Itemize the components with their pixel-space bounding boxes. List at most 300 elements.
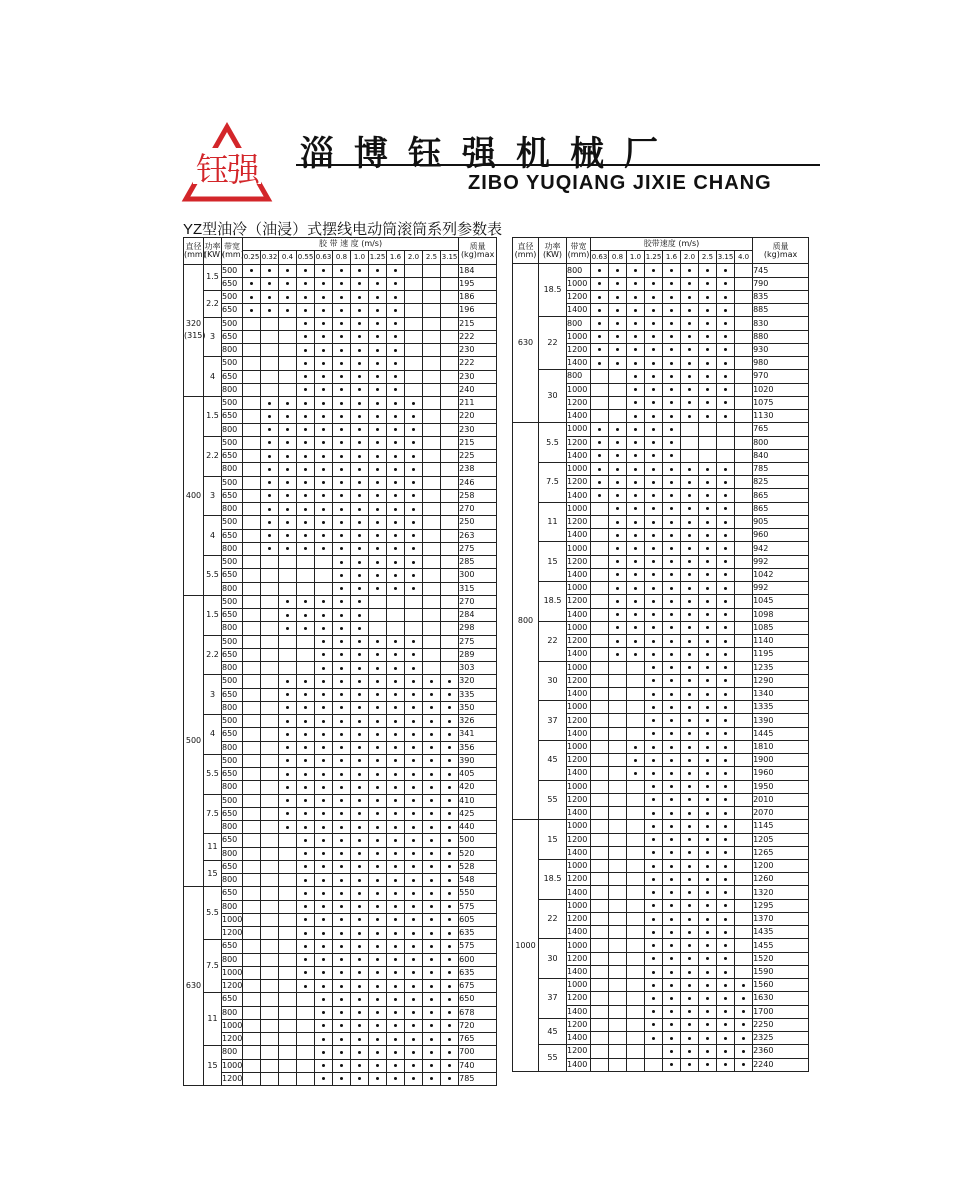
mass-cell: 410 bbox=[459, 794, 497, 807]
speed-cell bbox=[297, 569, 315, 582]
available-speed-mark bbox=[333, 1072, 351, 1085]
speed-cell bbox=[243, 754, 261, 767]
available-speed-mark bbox=[663, 939, 681, 952]
speed-cell bbox=[609, 833, 627, 846]
belt-width-cell: 500 bbox=[222, 291, 243, 304]
table-row bbox=[184, 728, 497, 741]
mass-cell: 275 bbox=[459, 635, 497, 648]
belt-width-cell: 500 bbox=[222, 516, 243, 529]
belt-width-cell: 650 bbox=[222, 993, 243, 1006]
speed-cell bbox=[279, 330, 297, 343]
mass-cell: 270 bbox=[459, 503, 497, 516]
speed-cell bbox=[609, 687, 627, 700]
available-speed-mark bbox=[663, 952, 681, 965]
available-speed-mark bbox=[681, 807, 699, 820]
available-speed-mark bbox=[297, 503, 315, 516]
speed-cell bbox=[243, 436, 261, 449]
speed-cell bbox=[609, 979, 627, 992]
mass-header: 质量 (kg)max bbox=[459, 238, 497, 265]
speed-cell bbox=[441, 569, 459, 582]
available-speed-mark bbox=[333, 900, 351, 913]
belt-width-cell: 800 bbox=[222, 900, 243, 913]
available-speed-mark bbox=[261, 304, 279, 317]
available-speed-mark bbox=[645, 357, 663, 370]
company-logo bbox=[183, 124, 271, 202]
available-speed-mark bbox=[663, 1032, 681, 1045]
available-speed-mark bbox=[423, 1033, 441, 1046]
available-speed-mark bbox=[663, 926, 681, 939]
mass-cell: 1042 bbox=[753, 568, 809, 581]
belt-width-cell: 500 bbox=[222, 397, 243, 410]
available-speed-mark bbox=[351, 754, 369, 767]
diameter-cell: 800 bbox=[513, 423, 539, 820]
available-speed-mark bbox=[315, 807, 333, 820]
available-speed-mark bbox=[387, 874, 405, 887]
available-speed-mark bbox=[717, 1032, 735, 1045]
belt-width-cell: 1400 bbox=[567, 807, 591, 820]
speed-cell bbox=[297, 662, 315, 675]
available-speed-mark bbox=[297, 675, 315, 688]
mass-cell: 970 bbox=[753, 370, 809, 383]
available-speed-mark bbox=[405, 397, 423, 410]
speed-cell bbox=[699, 449, 717, 462]
available-speed-mark bbox=[699, 939, 717, 952]
mass-cell: 1960 bbox=[753, 767, 809, 780]
available-speed-mark bbox=[405, 860, 423, 873]
available-speed-mark bbox=[699, 846, 717, 859]
available-speed-mark bbox=[315, 940, 333, 953]
speed-cell bbox=[591, 965, 609, 978]
available-speed-mark bbox=[351, 940, 369, 953]
speed-cell bbox=[279, 317, 297, 330]
table-row bbox=[513, 370, 809, 383]
speed-cell bbox=[279, 940, 297, 953]
available-speed-mark bbox=[297, 728, 315, 741]
diameter-cell: 630 bbox=[513, 264, 539, 423]
speed-cell bbox=[243, 980, 261, 993]
available-speed-mark bbox=[405, 953, 423, 966]
available-speed-mark bbox=[699, 357, 717, 370]
speed-cell bbox=[591, 912, 609, 925]
mass-cell: 1630 bbox=[753, 992, 809, 1005]
available-speed-mark bbox=[627, 317, 645, 330]
power-cell: 22 bbox=[539, 899, 567, 939]
available-speed-mark bbox=[297, 595, 315, 608]
available-speed-mark bbox=[369, 397, 387, 410]
available-speed-mark bbox=[663, 529, 681, 542]
available-speed-mark bbox=[681, 965, 699, 978]
available-speed-mark bbox=[333, 516, 351, 529]
available-speed-mark bbox=[405, 569, 423, 582]
available-speed-mark bbox=[405, 582, 423, 595]
available-speed-mark bbox=[609, 436, 627, 449]
available-speed-mark bbox=[423, 807, 441, 820]
available-speed-mark bbox=[369, 476, 387, 489]
available-speed-mark bbox=[681, 648, 699, 661]
speed-cell bbox=[591, 860, 609, 873]
available-speed-mark bbox=[441, 860, 459, 873]
available-speed-mark bbox=[351, 1033, 369, 1046]
available-speed-mark bbox=[279, 754, 297, 767]
available-speed-mark bbox=[405, 754, 423, 767]
available-speed-mark bbox=[699, 621, 717, 634]
speed-cell bbox=[423, 556, 441, 569]
table-row bbox=[513, 582, 809, 595]
available-speed-mark bbox=[315, 927, 333, 940]
speed-cell bbox=[243, 370, 261, 383]
available-speed-mark bbox=[387, 476, 405, 489]
speed-cell bbox=[441, 609, 459, 622]
mass-cell: 2250 bbox=[753, 1018, 809, 1031]
available-speed-mark bbox=[663, 436, 681, 449]
speed-cell bbox=[405, 277, 423, 290]
available-speed-mark bbox=[351, 741, 369, 754]
speed-cell bbox=[243, 1072, 261, 1085]
mass-cell: 1455 bbox=[753, 939, 809, 952]
speed-cell bbox=[591, 396, 609, 409]
mass-cell: 992 bbox=[753, 555, 809, 568]
available-speed-mark bbox=[369, 450, 387, 463]
available-speed-mark bbox=[645, 661, 663, 674]
speed-cell bbox=[591, 1032, 609, 1045]
available-speed-mark bbox=[699, 661, 717, 674]
available-speed-mark bbox=[423, 715, 441, 728]
belt-width-cell: 1400 bbox=[567, 568, 591, 581]
available-speed-mark bbox=[645, 979, 663, 992]
belt-width-cell: 650 bbox=[222, 410, 243, 423]
available-speed-mark bbox=[681, 304, 699, 317]
available-speed-mark bbox=[297, 423, 315, 436]
available-speed-mark bbox=[297, 436, 315, 449]
speed-cell bbox=[735, 410, 753, 423]
speed-cell bbox=[735, 807, 753, 820]
available-speed-mark bbox=[405, 847, 423, 860]
speed-cell bbox=[609, 370, 627, 383]
speed-cell bbox=[441, 582, 459, 595]
available-speed-mark bbox=[645, 502, 663, 515]
speed-cell bbox=[243, 582, 261, 595]
available-speed-mark bbox=[279, 595, 297, 608]
available-speed-mark bbox=[369, 847, 387, 860]
speed-cell bbox=[627, 674, 645, 687]
speed-cell bbox=[261, 966, 279, 979]
available-speed-mark bbox=[387, 542, 405, 555]
belt-width-cell: 800 bbox=[567, 264, 591, 277]
speed-column-header: 2.5 bbox=[699, 251, 717, 264]
speed-cell bbox=[261, 715, 279, 728]
speed-cell bbox=[261, 794, 279, 807]
table-row bbox=[184, 317, 497, 330]
speed-cell bbox=[441, 635, 459, 648]
available-speed-mark bbox=[387, 741, 405, 754]
available-speed-mark bbox=[351, 489, 369, 502]
speed-cell bbox=[609, 383, 627, 396]
power-cell: 18.5 bbox=[539, 860, 567, 900]
speed-cell bbox=[243, 993, 261, 1006]
diameter-header: 直径 (mm) bbox=[184, 238, 204, 265]
available-speed-mark bbox=[591, 476, 609, 489]
speed-cell bbox=[423, 344, 441, 357]
mass-cell: 1085 bbox=[753, 621, 809, 634]
speed-cell bbox=[735, 264, 753, 277]
speed-cell bbox=[735, 926, 753, 939]
speed-cell bbox=[243, 940, 261, 953]
available-speed-mark bbox=[387, 397, 405, 410]
available-speed-mark bbox=[333, 370, 351, 383]
speed-cell bbox=[261, 834, 279, 847]
available-speed-mark bbox=[333, 569, 351, 582]
available-speed-mark bbox=[387, 728, 405, 741]
speed-cell bbox=[441, 529, 459, 542]
table-row bbox=[184, 980, 497, 993]
speed-cell bbox=[261, 993, 279, 1006]
speed-cell bbox=[261, 688, 279, 701]
available-speed-mark bbox=[423, 980, 441, 993]
table-row bbox=[184, 635, 497, 648]
speed-cell bbox=[609, 939, 627, 952]
available-speed-mark bbox=[297, 291, 315, 304]
available-speed-mark bbox=[441, 794, 459, 807]
available-speed-mark bbox=[645, 621, 663, 634]
table-row bbox=[184, 450, 497, 463]
speed-cell bbox=[261, 847, 279, 860]
belt-width-cell: 1200 bbox=[567, 992, 591, 1005]
speed-cell bbox=[735, 396, 753, 409]
available-speed-mark bbox=[369, 317, 387, 330]
speed-cell bbox=[735, 635, 753, 648]
table-row bbox=[184, 953, 497, 966]
available-speed-mark bbox=[663, 502, 681, 515]
available-speed-mark bbox=[315, 913, 333, 926]
speed-cell bbox=[243, 847, 261, 860]
available-speed-mark bbox=[609, 635, 627, 648]
belt-width-cell: 800 bbox=[222, 874, 243, 887]
available-speed-mark bbox=[387, 1033, 405, 1046]
power-cell: 55 bbox=[539, 1045, 567, 1072]
speed-cell bbox=[243, 1019, 261, 1032]
available-speed-mark bbox=[423, 900, 441, 913]
available-speed-mark bbox=[663, 979, 681, 992]
speed-cell bbox=[627, 661, 645, 674]
belt-width-cell: 1000 bbox=[567, 979, 591, 992]
available-speed-mark bbox=[405, 807, 423, 820]
available-speed-mark bbox=[717, 767, 735, 780]
available-speed-mark bbox=[315, 277, 333, 290]
speed-cell bbox=[297, 993, 315, 1006]
belt-width-cell: 1000 bbox=[567, 542, 591, 555]
speed-cell bbox=[423, 582, 441, 595]
speed-cell bbox=[243, 1046, 261, 1059]
available-speed-mark bbox=[645, 1005, 663, 1018]
available-speed-mark bbox=[297, 370, 315, 383]
available-speed-mark bbox=[387, 940, 405, 953]
speed-cell bbox=[609, 899, 627, 912]
available-speed-mark bbox=[717, 899, 735, 912]
table-row bbox=[184, 887, 497, 900]
available-speed-mark bbox=[717, 701, 735, 714]
available-speed-mark bbox=[627, 290, 645, 303]
mass-cell: 270 bbox=[459, 595, 497, 608]
available-speed-mark bbox=[627, 330, 645, 343]
available-speed-mark bbox=[681, 833, 699, 846]
available-speed-mark bbox=[441, 913, 459, 926]
available-speed-mark bbox=[699, 648, 717, 661]
table-row bbox=[513, 661, 809, 674]
available-speed-mark bbox=[423, 913, 441, 926]
available-speed-mark bbox=[645, 449, 663, 462]
available-speed-mark bbox=[663, 542, 681, 555]
speed-cell bbox=[591, 873, 609, 886]
available-speed-mark bbox=[681, 873, 699, 886]
available-speed-mark bbox=[351, 344, 369, 357]
available-speed-mark bbox=[351, 728, 369, 741]
available-speed-mark bbox=[315, 781, 333, 794]
mass-cell: 1205 bbox=[753, 833, 809, 846]
available-speed-mark bbox=[681, 462, 699, 475]
speed-cell bbox=[261, 887, 279, 900]
available-speed-mark bbox=[441, 874, 459, 887]
available-speed-mark bbox=[315, 900, 333, 913]
speed-cell bbox=[441, 542, 459, 555]
available-speed-mark bbox=[681, 926, 699, 939]
speed-cell bbox=[735, 952, 753, 965]
speed-cell bbox=[441, 397, 459, 410]
mass-cell: 220 bbox=[459, 410, 497, 423]
available-speed-mark bbox=[591, 449, 609, 462]
available-speed-mark bbox=[297, 715, 315, 728]
table-row bbox=[184, 436, 497, 449]
available-speed-mark bbox=[591, 436, 609, 449]
available-speed-mark bbox=[279, 410, 297, 423]
available-speed-mark bbox=[663, 965, 681, 978]
available-speed-mark bbox=[369, 1006, 387, 1019]
speed-cell bbox=[279, 847, 297, 860]
belt-width-cell: 1400 bbox=[567, 304, 591, 317]
available-speed-mark bbox=[663, 767, 681, 780]
available-speed-mark bbox=[279, 277, 297, 290]
available-speed-mark bbox=[387, 529, 405, 542]
mass-cell: 425 bbox=[459, 807, 497, 820]
belt-width-cell: 800 bbox=[222, 953, 243, 966]
belt-width-cell: 500 bbox=[222, 754, 243, 767]
speed-cell bbox=[627, 807, 645, 820]
available-speed-mark bbox=[627, 515, 645, 528]
mass-cell: 930 bbox=[753, 343, 809, 356]
available-speed-mark bbox=[387, 410, 405, 423]
table-row bbox=[184, 715, 497, 728]
available-speed-mark bbox=[279, 503, 297, 516]
speed-cell bbox=[681, 436, 699, 449]
speed-cell bbox=[243, 728, 261, 741]
available-speed-mark bbox=[609, 317, 627, 330]
speed-cell bbox=[261, 701, 279, 714]
speed-cell bbox=[735, 529, 753, 542]
power-cell: 3 bbox=[204, 476, 222, 516]
speed-cell bbox=[315, 569, 333, 582]
available-speed-mark bbox=[405, 913, 423, 926]
mass-cell: 390 bbox=[459, 754, 497, 767]
available-speed-mark bbox=[297, 940, 315, 953]
available-speed-mark bbox=[369, 741, 387, 754]
available-speed-mark bbox=[645, 476, 663, 489]
available-speed-mark bbox=[405, 900, 423, 913]
power-cell: 11 bbox=[539, 502, 567, 542]
available-speed-mark bbox=[717, 635, 735, 648]
available-speed-mark bbox=[423, 1072, 441, 1085]
available-speed-mark bbox=[717, 1018, 735, 1031]
available-speed-mark bbox=[297, 913, 315, 926]
available-speed-mark bbox=[717, 502, 735, 515]
available-speed-mark bbox=[663, 714, 681, 727]
available-speed-mark bbox=[663, 992, 681, 1005]
speed-cell bbox=[735, 727, 753, 740]
speed-cell bbox=[609, 992, 627, 1005]
speed-column-header: 3.15 bbox=[717, 251, 735, 264]
available-speed-mark bbox=[717, 926, 735, 939]
power-cell: 55 bbox=[539, 780, 567, 820]
speed-cell bbox=[735, 383, 753, 396]
table-row bbox=[513, 701, 809, 714]
speed-cell bbox=[279, 1072, 297, 1085]
speed-cell bbox=[261, 556, 279, 569]
available-speed-mark bbox=[387, 847, 405, 860]
available-speed-mark bbox=[333, 463, 351, 476]
belt-width-cell: 1400 bbox=[567, 1005, 591, 1018]
available-speed-mark bbox=[645, 860, 663, 873]
available-speed-mark bbox=[369, 304, 387, 317]
available-speed-mark bbox=[699, 886, 717, 899]
speed-cell bbox=[441, 662, 459, 675]
speed-cell bbox=[423, 370, 441, 383]
power-cell: 1.5 bbox=[204, 264, 222, 291]
available-speed-mark bbox=[351, 966, 369, 979]
speed-cell bbox=[591, 555, 609, 568]
belt-speed-header: 胶 带 速 度 (m/s) bbox=[243, 238, 459, 251]
available-speed-mark bbox=[369, 900, 387, 913]
available-speed-mark bbox=[405, 1033, 423, 1046]
belt-width-cell: 800 bbox=[222, 701, 243, 714]
speed-cell bbox=[591, 820, 609, 833]
available-speed-mark bbox=[645, 873, 663, 886]
available-speed-mark bbox=[369, 383, 387, 396]
available-speed-mark bbox=[351, 397, 369, 410]
mass-cell: 303 bbox=[459, 662, 497, 675]
available-speed-mark bbox=[591, 423, 609, 436]
logo-text: 钰强 bbox=[196, 150, 258, 189]
available-speed-mark bbox=[609, 330, 627, 343]
header-divider bbox=[296, 164, 820, 166]
power-cell: 37 bbox=[539, 979, 567, 1019]
belt-width-cell: 800 bbox=[567, 370, 591, 383]
available-speed-mark bbox=[699, 555, 717, 568]
available-speed-mark bbox=[735, 1032, 753, 1045]
belt-width-cell: 500 bbox=[222, 436, 243, 449]
available-speed-mark bbox=[717, 965, 735, 978]
belt-width-cell: 650 bbox=[222, 569, 243, 582]
mass-cell: 240 bbox=[459, 383, 497, 396]
speed-cell bbox=[243, 556, 261, 569]
speed-cell bbox=[627, 873, 645, 886]
speed-cell bbox=[261, 662, 279, 675]
speed-cell bbox=[261, 317, 279, 330]
available-speed-mark bbox=[279, 609, 297, 622]
available-speed-mark bbox=[351, 980, 369, 993]
speed-cell bbox=[243, 397, 261, 410]
belt-width-cell: 1200 bbox=[567, 952, 591, 965]
available-speed-mark bbox=[663, 807, 681, 820]
available-speed-mark bbox=[261, 423, 279, 436]
available-speed-mark bbox=[591, 304, 609, 317]
